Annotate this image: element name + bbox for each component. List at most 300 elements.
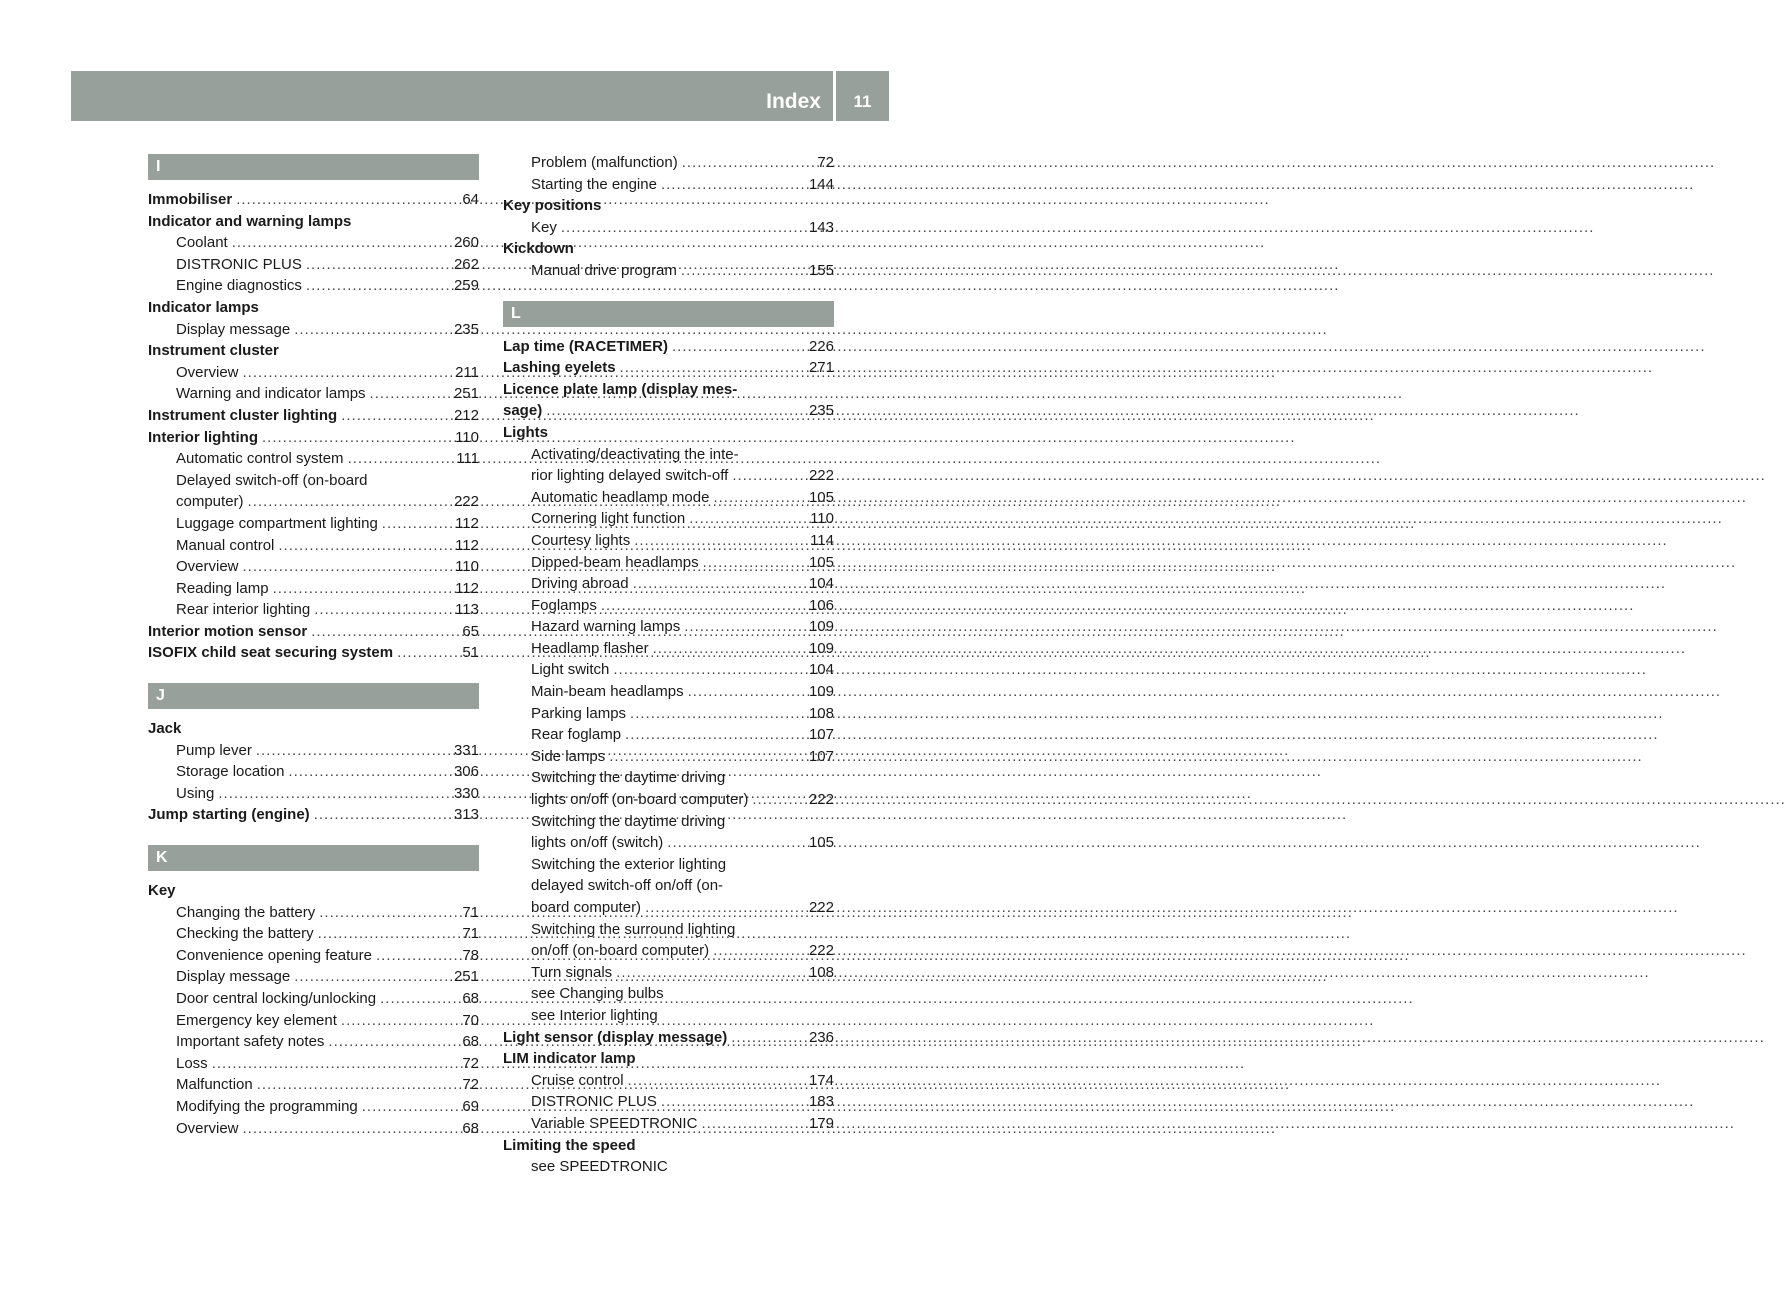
dot-leader xyxy=(653,638,805,660)
index-entry[interactable] xyxy=(503,1070,834,1092)
index-page-number[interactable]: 108 xyxy=(808,704,834,722)
index-section xyxy=(503,282,834,1178)
dot-leader xyxy=(630,703,805,725)
dot-leader xyxy=(243,556,452,578)
dot-leader xyxy=(306,275,450,297)
index-term: Switching the exterior lighting xyxy=(531,855,727,873)
index-entry[interactable] xyxy=(148,1010,479,1032)
index-column-right xyxy=(503,152,834,1178)
dot-leader xyxy=(288,761,450,783)
index-page-number[interactable]: 110 xyxy=(810,510,834,528)
index-term: Overview xyxy=(176,1119,239,1137)
dot-leader xyxy=(382,513,451,535)
index-term: Rear foglamp xyxy=(531,726,622,744)
index-term: Headlamp flasher xyxy=(531,639,649,657)
section-gap xyxy=(503,282,834,301)
index-page-number[interactable]: 105 xyxy=(808,834,834,852)
index-term: Immobiliser xyxy=(148,191,233,208)
index-entry[interactable] xyxy=(148,405,479,427)
index-entry[interactable] xyxy=(503,217,834,239)
index-page-number[interactable]: 109 xyxy=(808,683,834,701)
index-term: Modifying the programming xyxy=(176,1097,358,1115)
index-entry[interactable] xyxy=(148,448,479,470)
index-term: Manual drive program xyxy=(531,261,677,279)
index-entry[interactable] xyxy=(148,232,479,254)
index-page-number[interactable]: 306 xyxy=(453,763,479,781)
index-term: Switching the daytime driving xyxy=(531,769,726,787)
index-entry[interactable] xyxy=(503,962,834,984)
index-term: Engine diagnostics xyxy=(176,277,302,295)
dot-leader xyxy=(628,1070,805,1092)
index-term: Light sensor (display message) xyxy=(503,1028,728,1046)
dot-leader xyxy=(601,595,805,617)
index-entry[interactable] xyxy=(148,383,479,405)
index-term: Pump lever xyxy=(176,741,252,759)
index-entry[interactable] xyxy=(503,465,834,487)
index-page-number[interactable]: 112 xyxy=(455,579,479,597)
index-page-number[interactable]: 235 xyxy=(453,320,479,338)
index-page-number[interactable]: 110 xyxy=(455,428,479,446)
index-entry xyxy=(148,340,479,362)
index-entry xyxy=(503,1156,834,1178)
dot-leader xyxy=(212,1053,459,1075)
index-term: Parking lamps xyxy=(531,704,627,722)
index-term: LIM indicator lamp xyxy=(503,1050,636,1068)
index-term: sage) xyxy=(503,402,543,420)
dot-leader xyxy=(362,1096,459,1118)
index-term: Interior lighting xyxy=(148,428,258,446)
index-term: Lashing eyelets xyxy=(503,359,616,377)
index-page-number[interactable]: 65 xyxy=(462,622,479,640)
index-entry[interactable] xyxy=(503,357,834,379)
index-entry xyxy=(148,718,479,740)
index-page-number[interactable]: 222 xyxy=(808,899,834,916)
index-term: Key positions xyxy=(503,197,602,215)
index-term: see Changing bulbs xyxy=(531,985,664,1003)
index-page-number[interactable]: 105 xyxy=(808,553,834,571)
index-page-number[interactable]: 179 xyxy=(808,1114,834,1132)
index-page-number[interactable]: 71 xyxy=(462,925,479,943)
index-section xyxy=(148,154,479,664)
index-term: Switching the surround lighting xyxy=(531,920,736,938)
index-page-number[interactable]: 112 xyxy=(455,536,479,554)
index-entry[interactable] xyxy=(148,491,479,513)
index-entry xyxy=(503,1048,834,1070)
dot-leader xyxy=(397,642,458,664)
index-page-number[interactable]: 251 xyxy=(453,968,479,986)
index-entry xyxy=(503,1135,834,1157)
index-entry xyxy=(503,811,834,833)
index-entry[interactable] xyxy=(148,1074,479,1096)
index-term: Limiting the speed xyxy=(503,1136,636,1154)
index-entry[interactable] xyxy=(148,362,479,384)
index-page-number[interactable]: 236 xyxy=(808,1028,834,1046)
dot-leader xyxy=(318,923,459,945)
dot-leader xyxy=(561,217,805,239)
dot-leader xyxy=(667,832,805,854)
index-entry[interactable] xyxy=(503,336,834,358)
dot-leader xyxy=(294,966,450,988)
index-term: DISTRONIC PLUS xyxy=(176,255,302,273)
index-page-number[interactable]: 222 xyxy=(808,791,834,809)
index-term: Licence plate lamp (display mes- xyxy=(503,380,738,398)
index-term: Lap time (RACETIMER) xyxy=(503,337,668,355)
index-page-number[interactable]: 226 xyxy=(808,337,834,355)
index-page-number[interactable]: 260 xyxy=(453,234,479,252)
index-entry[interactable] xyxy=(148,621,479,643)
index-page-number[interactable]: 69 xyxy=(462,1097,479,1115)
index-entry[interactable] xyxy=(148,535,479,557)
dot-leader xyxy=(731,1027,805,1049)
index-entry[interactable] xyxy=(503,174,834,196)
page-header xyxy=(71,71,889,121)
dot-leader xyxy=(546,400,805,422)
dot-leader xyxy=(620,357,805,379)
dot-leader xyxy=(684,616,805,638)
index-entry[interactable] xyxy=(148,1053,479,1075)
index-term: Variable SPEEDTRONIC xyxy=(531,1114,698,1132)
index-page-number[interactable]: 262 xyxy=(453,255,479,273)
index-page-number[interactable]: 222 xyxy=(808,942,834,960)
index-page-number[interactable]: 174 xyxy=(808,1071,834,1089)
index-page-number[interactable]: 155 xyxy=(808,261,834,279)
index-page-number[interactable]: 114 xyxy=(810,531,834,549)
index-term: Courtesy lights xyxy=(531,531,631,549)
dot-leader xyxy=(634,530,806,552)
index-entry xyxy=(503,238,834,260)
index-page-number[interactable]: 109 xyxy=(808,639,834,657)
dot-leader xyxy=(278,535,451,557)
index-entry[interactable] xyxy=(503,659,834,681)
index-entry[interactable] xyxy=(503,487,834,509)
dot-leader xyxy=(256,740,450,762)
dot-leader xyxy=(645,897,805,919)
dot-leader xyxy=(380,988,458,1010)
index-entry[interactable] xyxy=(503,940,834,962)
index-term: Foglamps xyxy=(531,596,597,614)
dot-leader xyxy=(732,465,805,487)
index-term: delayed switch-off on/off (on- xyxy=(531,877,724,895)
index-term: Hazard warning lamps xyxy=(531,618,681,636)
index-entry xyxy=(503,767,834,789)
dot-leader xyxy=(661,1091,805,1113)
index-term: Kickdown xyxy=(503,240,574,258)
index-term: Malfunction xyxy=(176,1076,253,1094)
index-entry[interactable] xyxy=(148,1031,479,1053)
index-page-number[interactable]: 64 xyxy=(462,191,479,208)
index-entry[interactable] xyxy=(148,254,479,276)
index-term: Cornering light function xyxy=(531,510,686,528)
dot-leader xyxy=(661,174,805,196)
index-term: Delayed switch-off (on-board xyxy=(176,471,368,489)
index-page-number[interactable]: 71 xyxy=(462,903,479,921)
dot-leader xyxy=(672,336,805,358)
dot-leader xyxy=(370,383,450,405)
index-entry[interactable] xyxy=(148,189,479,211)
index-page-number[interactable]: 143 xyxy=(808,218,834,236)
index-term: Overview xyxy=(176,363,239,381)
index-entry[interactable] xyxy=(503,616,834,638)
index-page-number[interactable]: 72 xyxy=(462,1076,479,1094)
index-term: Loss xyxy=(176,1054,208,1072)
index-entry[interactable] xyxy=(148,427,479,449)
dot-leader xyxy=(314,599,451,621)
index-term: Convenience opening feature xyxy=(176,946,372,964)
index-page-number[interactable]: 222 xyxy=(808,467,834,485)
index-term: Driving abroad xyxy=(531,575,629,593)
dot-leader xyxy=(376,945,458,967)
index-entry[interactable] xyxy=(148,923,479,945)
index-entry[interactable] xyxy=(148,783,479,805)
index-page-number[interactable]: 212 xyxy=(453,406,479,424)
index-entry[interactable] xyxy=(503,552,834,574)
dot-leader xyxy=(688,681,805,703)
index-term: Using xyxy=(176,784,215,802)
dot-leader xyxy=(348,448,453,470)
dot-leader xyxy=(243,362,452,384)
index-page-number[interactable]: 211 xyxy=(455,363,479,381)
index-entry[interactable] xyxy=(148,761,479,783)
dot-leader xyxy=(306,254,450,276)
index-entry[interactable] xyxy=(148,513,479,535)
index-entry[interactable] xyxy=(503,897,834,919)
index-page-number[interactable]: 259 xyxy=(453,277,479,295)
index-entry[interactable] xyxy=(148,804,479,826)
index-entry xyxy=(148,470,479,492)
index-page-number[interactable]: 313 xyxy=(453,806,479,824)
index-term: Overview xyxy=(176,558,239,576)
index-entry[interactable] xyxy=(148,1118,479,1140)
index-page-number[interactable]: 78 xyxy=(462,946,479,964)
index-page-number[interactable]: 183 xyxy=(808,1093,834,1111)
index-term: Automatic control system xyxy=(176,450,344,468)
index-entry[interactable] xyxy=(503,152,834,174)
index-entry[interactable] xyxy=(503,508,834,530)
index-entry xyxy=(503,422,834,444)
dot-leader xyxy=(703,552,805,574)
index-term: Manual control xyxy=(176,536,275,554)
index-term: Instrument cluster lighting xyxy=(148,406,338,424)
index-page-number[interactable]: 70 xyxy=(462,1011,479,1029)
index-term: Display message xyxy=(176,968,291,986)
index-term: on/off (on-board computer) xyxy=(531,942,710,960)
index-term: Storage location xyxy=(176,763,285,781)
section-gap xyxy=(148,826,479,845)
index-term: Jack xyxy=(148,720,182,738)
index-section xyxy=(503,152,834,282)
index-term: Activating/deactivating the inte- xyxy=(531,445,739,463)
index-term: Cruise control xyxy=(531,1071,624,1089)
index-page-number[interactable]: 108 xyxy=(808,963,834,981)
index-entry[interactable] xyxy=(503,681,834,703)
index-page-number[interactable]: 68 xyxy=(462,1033,479,1051)
index-entry[interactable] xyxy=(503,573,834,595)
index-entry[interactable] xyxy=(148,556,479,578)
index-entry[interactable] xyxy=(148,578,479,600)
index-term: Light switch xyxy=(531,661,610,679)
dot-leader xyxy=(248,491,450,513)
index-entry[interactable] xyxy=(503,260,834,282)
index-page-number[interactable]: 111 xyxy=(456,450,479,468)
index-page-number[interactable]: 110 xyxy=(455,558,479,576)
dot-leader xyxy=(713,940,805,962)
index-term: Starting the engine xyxy=(531,175,657,193)
dot-leader xyxy=(314,804,450,826)
index-entry[interactable] xyxy=(503,832,834,854)
dot-leader xyxy=(616,962,805,984)
section-letter-bar: J xyxy=(148,683,479,709)
index-section xyxy=(148,664,479,826)
index-term: Indicator lamps xyxy=(148,298,259,316)
index-term: DISTRONIC PLUS xyxy=(531,1093,657,1111)
index-term: Main-beam headlamps xyxy=(531,683,684,701)
dot-leader xyxy=(218,783,450,805)
index-term: Reading lamp xyxy=(176,579,269,597)
index-page-number[interactable]: 222 xyxy=(453,493,479,511)
header-title: Index xyxy=(766,90,821,113)
dot-leader xyxy=(232,232,450,254)
dot-leader xyxy=(613,659,805,681)
index-term: Display message xyxy=(176,320,291,338)
dot-leader xyxy=(341,405,450,427)
index-entry[interactable] xyxy=(503,595,834,617)
index-page-number[interactable]: 72 xyxy=(817,154,834,171)
index-term: ISOFIX child seat securing system xyxy=(148,644,394,662)
index-entry xyxy=(503,919,834,941)
index-entry[interactable] xyxy=(503,789,834,811)
section-letter-bar: I xyxy=(148,154,479,180)
dot-leader xyxy=(243,1118,459,1140)
dot-leader xyxy=(633,573,805,595)
dot-leader xyxy=(701,1113,805,1135)
index-term: Important safety notes xyxy=(176,1033,325,1051)
index-term: Warning and indicator lamps xyxy=(176,385,366,403)
dot-leader xyxy=(609,746,805,768)
index-entry[interactable] xyxy=(148,599,479,621)
index-entry[interactable] xyxy=(503,530,834,552)
index-term: Switching the daytime driving xyxy=(531,812,726,830)
index-page-number[interactable]: 113 xyxy=(455,601,479,619)
index-page-number[interactable]: 271 xyxy=(808,359,834,377)
index-page-number[interactable]: 105 xyxy=(808,488,834,506)
index-term: lights on/off (on-board computer) xyxy=(531,791,749,809)
dot-leader xyxy=(257,1074,459,1096)
index-entry[interactable] xyxy=(148,902,479,924)
index-entry[interactable] xyxy=(148,988,479,1010)
index-page-number[interactable]: 72 xyxy=(462,1054,479,1072)
dot-leader xyxy=(236,189,458,211)
index-page-number[interactable]: 106 xyxy=(808,596,834,614)
index-entry xyxy=(503,854,834,876)
index-page-number[interactable]: 251 xyxy=(453,385,479,403)
index-entry[interactable] xyxy=(503,1091,834,1113)
index-term: Dipped-beam headlamps xyxy=(531,553,699,571)
dot-leader xyxy=(319,902,458,924)
index-entry[interactable] xyxy=(148,642,479,664)
dot-leader xyxy=(681,260,805,282)
index-page-number[interactable]: 68 xyxy=(462,1119,479,1137)
index-term: Key xyxy=(148,882,176,900)
dot-leader xyxy=(752,789,805,811)
index-term: see SPEEDTRONIC xyxy=(531,1158,668,1176)
index-entry[interactable] xyxy=(503,1113,834,1135)
index-section xyxy=(148,826,479,1139)
index-page-number[interactable]: 330 xyxy=(453,784,479,802)
index-term: Automatic headlamp mode xyxy=(531,488,710,506)
dot-leader xyxy=(294,319,450,341)
index-term: Instrument cluster xyxy=(148,342,279,360)
index-entry[interactable] xyxy=(503,638,834,660)
index-term: Checking the battery xyxy=(176,925,314,943)
index-term: computer) xyxy=(176,493,244,511)
index-page-number[interactable]: 107 xyxy=(808,726,834,744)
index-page-number[interactable]: 235 xyxy=(808,402,834,420)
index-term: Emergency key element xyxy=(176,1011,337,1029)
index-entry[interactable] xyxy=(148,945,479,967)
index-page-number[interactable]: 109 xyxy=(808,618,834,636)
index-page-number[interactable]: 107 xyxy=(808,747,834,765)
dot-leader xyxy=(625,724,805,746)
index-page-number[interactable]: 331 xyxy=(453,741,479,759)
index-term: lights on/off (switch) xyxy=(531,834,664,852)
index-page-number[interactable]: 112 xyxy=(455,514,479,532)
index-term: Problem (malfunction) xyxy=(531,154,678,171)
index-entry xyxy=(503,875,834,897)
dot-leader xyxy=(273,578,452,600)
index-entry[interactable] xyxy=(503,400,834,422)
index-entry xyxy=(503,195,834,217)
index-entry[interactable] xyxy=(503,724,834,746)
index-entry xyxy=(148,211,479,233)
index-page-number[interactable]: 104 xyxy=(808,575,834,593)
index-term: Side lamps xyxy=(531,747,606,765)
index-entry xyxy=(503,444,834,466)
dot-leader xyxy=(341,1010,458,1032)
index-term: see Interior lighting xyxy=(531,1006,658,1024)
index-entry[interactable] xyxy=(503,746,834,768)
index-entry[interactable] xyxy=(148,275,479,297)
index-term: Interior motion sensor xyxy=(148,622,308,640)
index-entry xyxy=(503,379,834,401)
section-letter-bar: L xyxy=(503,301,834,327)
index-term: Key xyxy=(531,218,557,236)
index-page-number[interactable]: 68 xyxy=(462,990,479,1007)
index-term: rior lighting delayed switch-off xyxy=(531,467,729,485)
index-entry[interactable] xyxy=(148,740,479,762)
index-entry xyxy=(148,880,479,902)
index-term: Luggage compartment lighting xyxy=(176,514,378,532)
index-page-number[interactable]: 51 xyxy=(462,644,479,662)
index-term: Indicator and warning lamps xyxy=(148,212,352,230)
index-entry[interactable] xyxy=(148,1096,479,1118)
index-page-number[interactable]: 104 xyxy=(808,661,834,679)
index-entry[interactable] xyxy=(148,319,479,341)
section-gap xyxy=(148,664,479,683)
section-letter-bar: K xyxy=(148,845,479,871)
index-term: Door central locking/unlocking xyxy=(176,990,377,1007)
index-entry xyxy=(148,297,479,319)
header-page-number: 11 xyxy=(853,92,872,111)
dot-leader xyxy=(713,487,805,509)
index-entry[interactable] xyxy=(148,966,479,988)
dot-leader xyxy=(262,427,451,449)
index-entry[interactable] xyxy=(503,703,834,725)
index-page-number[interactable]: 144 xyxy=(808,175,834,193)
index-entry[interactable] xyxy=(503,1027,834,1049)
index-term: Jump starting (engine) xyxy=(148,806,310,824)
dot-leader xyxy=(689,508,806,530)
index-term: Coolant xyxy=(176,234,228,252)
